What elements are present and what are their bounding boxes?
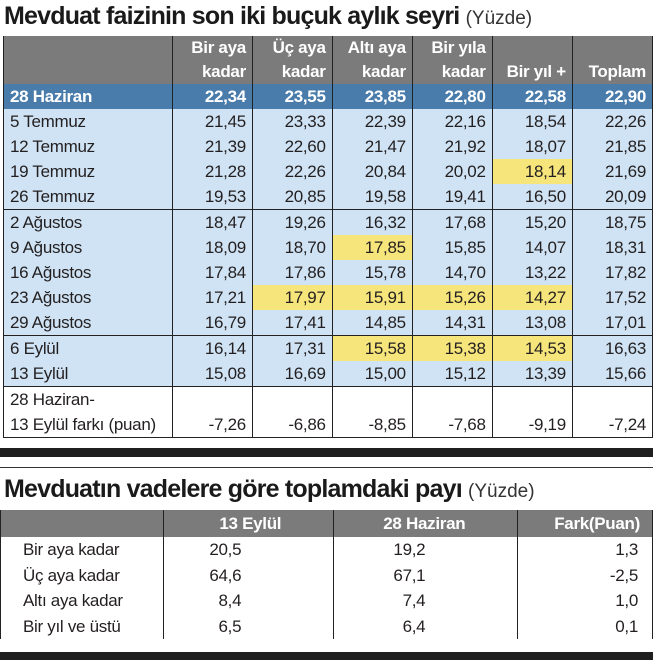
header-cell: Bir yıl + xyxy=(492,36,572,84)
diff-cell: -7,68 xyxy=(412,412,492,438)
table-row xyxy=(4,336,653,362)
cell: 21,47 xyxy=(332,134,412,159)
cell: 17,82 xyxy=(572,260,652,285)
cell: 6,5 xyxy=(164,614,334,640)
cell: 22,80 xyxy=(412,84,492,109)
cell: 64,6 xyxy=(164,563,334,589)
cell: 23,33 xyxy=(252,109,332,134)
table2-header-row xyxy=(1,510,653,537)
cell: 67,1 xyxy=(334,563,518,589)
table1-title xyxy=(4,2,532,31)
cell: 16,14 xyxy=(173,336,253,362)
header-cell: Fark(Puan) xyxy=(518,510,653,537)
cell: 21,69 xyxy=(572,159,652,184)
cell: 15,78 xyxy=(332,260,412,285)
thin-divider xyxy=(0,467,653,468)
diff-label-line1: 28 Haziran- xyxy=(4,387,173,413)
cell: 22,16 xyxy=(412,109,492,134)
header-cell: Altı aya kadar xyxy=(332,36,412,84)
cell: 18,09 xyxy=(173,235,253,260)
header-cell: Üç aya kadar xyxy=(252,36,332,84)
cell: 8,4 xyxy=(164,588,334,614)
table-row xyxy=(4,134,653,159)
highlighted-cell: 17,85 xyxy=(332,235,412,260)
deposit-share-table xyxy=(0,510,653,639)
cell: 18,07 xyxy=(492,134,572,159)
cell: 20,5 xyxy=(164,537,334,563)
cell: 17,21 xyxy=(173,285,253,310)
cell: 1,0 xyxy=(518,588,653,614)
cell: 21,45 xyxy=(173,109,253,134)
header-cell: Toplam xyxy=(572,36,652,84)
diff-cell: -7,24 xyxy=(572,412,652,438)
header-cell: Bir aya kadar xyxy=(173,36,253,84)
cell: 21,85 xyxy=(572,134,652,159)
cell: 19,2 xyxy=(334,537,518,563)
highlighted-cell: 15,58 xyxy=(332,336,412,362)
cell: 17,01 xyxy=(572,310,652,336)
cell: 22,39 xyxy=(332,109,412,134)
table-row xyxy=(4,184,653,210)
cell: 7,4 xyxy=(334,588,518,614)
header-cell: 28 Haziran xyxy=(334,510,518,537)
highlighted-cell: 18,14 xyxy=(492,159,572,184)
cell: 20,85 xyxy=(252,184,332,210)
diff-row-line1 xyxy=(4,387,653,413)
cell: 17,52 xyxy=(572,285,652,310)
cell: 19,53 xyxy=(173,184,253,210)
cell: 22,90 xyxy=(572,84,652,109)
row-label: Bir aya kadar xyxy=(1,537,164,563)
table2-unit: (Yüzde) xyxy=(468,481,535,502)
cell: 20,84 xyxy=(332,159,412,184)
cell: 16,79 xyxy=(173,310,253,336)
cell: 21,28 xyxy=(173,159,253,184)
table-row xyxy=(4,361,653,387)
table-row xyxy=(4,285,653,310)
table-row xyxy=(1,563,653,589)
cell: 13,08 xyxy=(492,310,572,336)
table-row xyxy=(4,235,653,260)
cell: 22,34 xyxy=(173,84,253,109)
cell: 14,07 xyxy=(492,235,572,260)
cell: 23,85 xyxy=(332,84,412,109)
cell: 15,85 xyxy=(412,235,492,260)
cell: 17,86 xyxy=(252,260,332,285)
cell: 18,47 xyxy=(173,210,253,236)
cell: 15,20 xyxy=(492,210,572,236)
cell: 20,02 xyxy=(412,159,492,184)
row-label: 26 Temmuz xyxy=(4,184,173,210)
cell: 13,22 xyxy=(492,260,572,285)
row-label: 12 Temmuz xyxy=(4,134,173,159)
cell: 17,84 xyxy=(173,260,253,285)
row-label: 23 Ağustos xyxy=(4,285,173,310)
cell: 21,39 xyxy=(173,134,253,159)
interest-rate-table xyxy=(3,36,653,438)
cell: 17,31 xyxy=(252,336,332,362)
row-label: Altı aya kadar xyxy=(1,588,164,614)
diff-row xyxy=(4,412,653,438)
cell: 1,3 xyxy=(518,537,653,563)
section-divider xyxy=(0,448,653,457)
table-row xyxy=(4,109,653,134)
row-label: 29 Ağustos xyxy=(4,310,173,336)
cell: 15,66 xyxy=(572,361,652,387)
cell: 22,58 xyxy=(492,84,572,109)
header-cell-label xyxy=(1,510,164,537)
row-label: 9 Ağustos xyxy=(4,235,173,260)
table-row xyxy=(4,159,653,184)
row-label: 5 Temmuz xyxy=(4,109,173,134)
cell: 0,1 xyxy=(518,614,653,640)
table1-header-row xyxy=(4,36,653,84)
cell: 16,63 xyxy=(572,336,652,362)
cell: 21,92 xyxy=(412,134,492,159)
diff-label-line2: 13 Eylül farkı (puan) xyxy=(4,412,173,438)
cell: 19,58 xyxy=(332,184,412,210)
highlighted-cell: 15,26 xyxy=(412,285,492,310)
cell: 18,75 xyxy=(572,210,652,236)
highlight-row xyxy=(4,84,653,109)
cell: 19,41 xyxy=(412,184,492,210)
table2-title xyxy=(4,475,535,504)
cell: 22,26 xyxy=(252,159,332,184)
highlighted-cell: 14,53 xyxy=(492,336,572,362)
row-label: 2 Ağustos xyxy=(4,210,173,236)
header-cell: Bir yıla kadar xyxy=(412,36,492,84)
table1-title-text: Mevduat faizinin son iki buçuk aylık seyri xyxy=(4,2,460,30)
diff-cell: -6,86 xyxy=(252,412,332,438)
cell: 22,60 xyxy=(252,134,332,159)
table2-title-text: Mevduatın vadelere göre toplamdaki payı xyxy=(4,475,462,503)
cell: 17,41 xyxy=(252,310,332,336)
row-label: Üç aya kadar xyxy=(1,563,164,589)
cell: -2,5 xyxy=(518,563,653,589)
table-row xyxy=(4,260,653,285)
row-label: 13 Eylül xyxy=(4,361,173,387)
cell: 20,09 xyxy=(572,184,652,210)
diff-cell: -9,19 xyxy=(492,412,572,438)
row-label: 28 Haziran xyxy=(4,84,173,109)
cell: 18,31 xyxy=(572,235,652,260)
table1-unit: (Yüzde) xyxy=(465,8,533,29)
diff-cell: -7,26 xyxy=(173,412,253,438)
cell: 22,26 xyxy=(572,109,652,134)
cell: 16,69 xyxy=(252,361,332,387)
cell: 16,50 xyxy=(492,184,572,210)
cell: 13,39 xyxy=(492,361,572,387)
table-row xyxy=(4,210,653,236)
cell: 15,08 xyxy=(173,361,253,387)
row-label: 19 Temmuz xyxy=(4,159,173,184)
cell: 6,4 xyxy=(334,614,518,640)
bottom-divider xyxy=(0,652,653,660)
highlighted-cell: 17,97 xyxy=(252,285,332,310)
cell: 17,68 xyxy=(412,210,492,236)
table-row xyxy=(1,614,653,640)
cell: 14,85 xyxy=(332,310,412,336)
header-cell-label xyxy=(4,36,173,84)
table-row xyxy=(1,537,653,563)
highlighted-cell: 14,27 xyxy=(492,285,572,310)
cell: 18,70 xyxy=(252,235,332,260)
cell: 14,70 xyxy=(412,260,492,285)
cell: 18,54 xyxy=(492,109,572,134)
diff-cell: -8,85 xyxy=(332,412,412,438)
cell: 15,00 xyxy=(332,361,412,387)
table-row xyxy=(1,588,653,614)
row-label: 6 Eylül xyxy=(4,336,173,362)
cell: 14,31 xyxy=(412,310,492,336)
table-row xyxy=(4,310,653,336)
cell: 23,55 xyxy=(252,84,332,109)
cell: 16,32 xyxy=(332,210,412,236)
header-cell: 13 Eylül xyxy=(164,510,334,537)
row-label: Bir yıl ve üstü xyxy=(1,614,164,640)
highlighted-cell: 15,91 xyxy=(332,285,412,310)
highlighted-cell: 15,38 xyxy=(412,336,492,362)
cell: 19,26 xyxy=(252,210,332,236)
cell: 15,12 xyxy=(412,361,492,387)
row-label: 16 Ağustos xyxy=(4,260,173,285)
